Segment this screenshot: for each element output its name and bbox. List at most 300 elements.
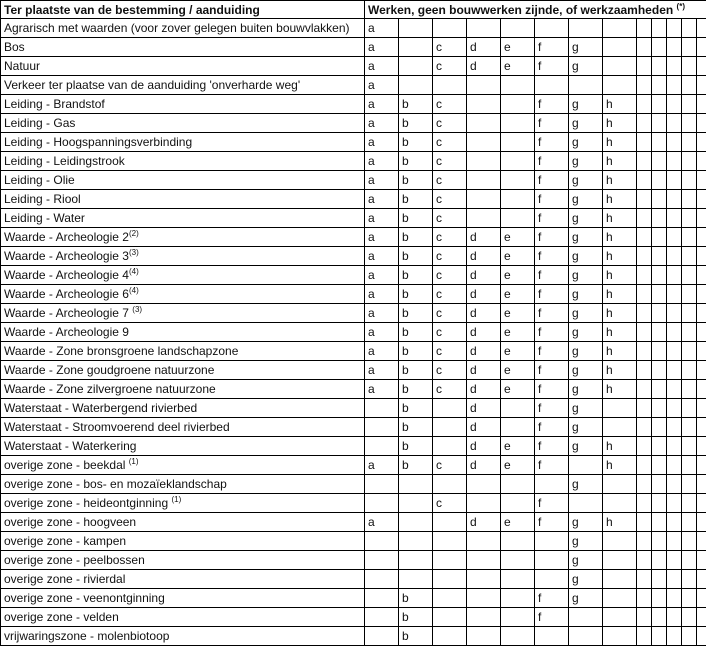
empty-cell xyxy=(637,190,652,209)
empty-cell xyxy=(637,228,652,247)
activity-cell xyxy=(399,570,433,589)
activity-cell: h xyxy=(603,342,637,361)
activity-cell: f xyxy=(535,114,569,133)
activity-cell: a xyxy=(365,304,399,323)
empty-cell xyxy=(652,19,667,38)
table-row xyxy=(1,342,706,361)
table-row xyxy=(1,570,706,589)
empty-cell xyxy=(637,437,652,456)
activity-cell xyxy=(501,114,535,133)
activity-cell: c xyxy=(433,133,467,152)
activity-cell: g xyxy=(569,190,603,209)
activity-cell xyxy=(535,19,569,38)
activity-cell xyxy=(535,627,569,646)
activity-cell xyxy=(433,627,467,646)
empty-cell xyxy=(697,266,706,285)
activity-cell: e xyxy=(501,323,535,342)
activity-cell: c xyxy=(433,152,467,171)
empty-cell xyxy=(637,285,652,304)
row-label: Leiding - Gas xyxy=(1,114,365,133)
row-label: overige zone - heideontginning $^{(1)}$ xyxy=(1,494,365,513)
empty-cell xyxy=(697,437,706,456)
activity-cell: a xyxy=(365,513,399,532)
footnote-marker: (4) xyxy=(128,267,139,276)
row-label: Bos xyxy=(1,38,365,57)
empty-cell xyxy=(637,57,652,76)
table-row xyxy=(1,513,706,532)
activity-cell: e xyxy=(501,342,535,361)
activity-cell: b xyxy=(399,418,433,437)
activity-cell xyxy=(467,551,501,570)
row-label: Leiding - Olie xyxy=(1,171,365,190)
activity-cell: c xyxy=(433,114,467,133)
activity-cell: g xyxy=(569,38,603,57)
activity-cell: d xyxy=(467,380,501,399)
activity-cell: g xyxy=(569,152,603,171)
activity-cell: d xyxy=(467,361,501,380)
row-label: Leiding - Water xyxy=(1,209,365,228)
empty-cell xyxy=(682,513,697,532)
activity-cell: h xyxy=(603,190,637,209)
activity-cell: h xyxy=(603,285,637,304)
row-label: Waarde - Archeologie 6$^{(4)}$ xyxy=(1,285,365,304)
empty-cell xyxy=(697,76,706,95)
empty-cell xyxy=(667,152,682,171)
activity-cell: c xyxy=(433,171,467,190)
empty-cell xyxy=(652,57,667,76)
row-label: Waarde - Archeologie 4$^{(4)}$ xyxy=(1,266,365,285)
empty-cell xyxy=(682,494,697,513)
empty-cell xyxy=(637,152,652,171)
activity-cell: c xyxy=(433,266,467,285)
activity-cell xyxy=(501,494,535,513)
empty-cell xyxy=(697,171,706,190)
activity-cell: h xyxy=(603,456,637,475)
activity-cell: g xyxy=(569,570,603,589)
empty-cell xyxy=(637,608,652,627)
table-row xyxy=(1,190,706,209)
empty-cell xyxy=(667,551,682,570)
activity-cell: f xyxy=(535,513,569,532)
table-row xyxy=(1,266,706,285)
row-label: overige zone - rivierdal xyxy=(1,570,365,589)
activity-cell: c xyxy=(433,456,467,475)
empty-cell xyxy=(697,513,706,532)
activity-cell xyxy=(501,570,535,589)
header-row xyxy=(1,1,706,19)
activity-cell xyxy=(365,418,399,437)
table-row xyxy=(1,209,706,228)
activity-cell: f xyxy=(535,342,569,361)
activity-cell xyxy=(467,608,501,627)
table-row xyxy=(1,285,706,304)
activity-cell xyxy=(467,171,501,190)
activity-cell: b xyxy=(399,589,433,608)
activity-cell xyxy=(433,589,467,608)
empty-cell xyxy=(682,209,697,228)
activity-cell xyxy=(467,494,501,513)
empty-cell xyxy=(652,190,667,209)
empty-cell xyxy=(697,114,706,133)
empty-cell xyxy=(682,475,697,494)
empty-cell xyxy=(637,361,652,380)
activity-cell: f xyxy=(535,418,569,437)
activity-cell: h xyxy=(603,513,637,532)
activity-cell: e xyxy=(501,380,535,399)
empty-cell xyxy=(682,247,697,266)
activity-cell xyxy=(365,399,399,418)
row-label: Verkeer ter plaatse van de aanduiding 'onverharde weg' xyxy=(1,76,365,95)
activity-cell xyxy=(569,76,603,95)
empty-cell xyxy=(697,247,706,266)
activity-cell: d xyxy=(467,266,501,285)
empty-cell xyxy=(637,380,652,399)
empty-cell xyxy=(637,513,652,532)
table-row xyxy=(1,304,706,323)
empty-cell xyxy=(697,285,706,304)
activity-cell: a xyxy=(365,57,399,76)
empty-cell xyxy=(637,494,652,513)
activity-cell: e xyxy=(501,456,535,475)
activity-cell: g xyxy=(569,437,603,456)
activity-cell: h xyxy=(603,171,637,190)
empty-cell xyxy=(637,399,652,418)
activity-cell xyxy=(501,475,535,494)
activity-cell: b xyxy=(399,266,433,285)
activity-cell: b xyxy=(399,608,433,627)
activity-cell: g xyxy=(569,323,603,342)
activity-cell xyxy=(399,19,433,38)
empty-cell xyxy=(682,285,697,304)
activity-cell: g xyxy=(569,551,603,570)
empty-cell xyxy=(637,209,652,228)
activity-cell: c xyxy=(433,38,467,57)
activity-cell xyxy=(467,19,501,38)
activity-cell xyxy=(433,437,467,456)
activity-cell: h xyxy=(603,228,637,247)
empty-cell xyxy=(697,152,706,171)
activity-cell: b xyxy=(399,399,433,418)
row-label: Leiding - Riool xyxy=(1,190,365,209)
footnote-marker: (1) xyxy=(171,495,182,504)
empty-cell xyxy=(637,418,652,437)
activity-cell xyxy=(365,627,399,646)
activity-cell: d xyxy=(467,437,501,456)
empty-cell xyxy=(652,475,667,494)
activity-cell xyxy=(467,76,501,95)
activity-cell xyxy=(501,152,535,171)
activity-cell xyxy=(399,532,433,551)
empty-cell xyxy=(652,456,667,475)
activity-cell xyxy=(603,57,637,76)
activity-cell: c xyxy=(433,323,467,342)
table-row xyxy=(1,380,706,399)
activity-cell: h xyxy=(603,266,637,285)
activity-cell: b xyxy=(399,190,433,209)
empty-cell xyxy=(682,589,697,608)
activity-cell xyxy=(501,190,535,209)
activity-cell xyxy=(399,57,433,76)
empty-cell xyxy=(637,133,652,152)
activity-cell: c xyxy=(433,57,467,76)
table-row xyxy=(1,361,706,380)
empty-cell xyxy=(667,494,682,513)
empty-cell xyxy=(667,133,682,152)
empty-cell xyxy=(682,570,697,589)
activity-cell: d xyxy=(467,228,501,247)
table-row xyxy=(1,133,706,152)
row-label: Natuur xyxy=(1,57,365,76)
activity-cell: g xyxy=(569,304,603,323)
row-label: Leiding - Leidingstrook xyxy=(1,152,365,171)
activity-cell: a xyxy=(365,247,399,266)
empty-cell xyxy=(667,190,682,209)
activity-cell xyxy=(433,76,467,95)
empty-cell xyxy=(652,38,667,57)
activity-cell: h xyxy=(603,437,637,456)
empty-cell xyxy=(697,57,706,76)
activity-cell xyxy=(603,494,637,513)
activity-cell: a xyxy=(365,456,399,475)
empty-cell xyxy=(667,342,682,361)
activity-cell: b xyxy=(399,133,433,152)
empty-cell xyxy=(652,570,667,589)
empty-cell xyxy=(667,323,682,342)
activity-cell: a xyxy=(365,361,399,380)
activity-cell: b xyxy=(399,95,433,114)
activity-cell: a xyxy=(365,152,399,171)
activity-cell: f xyxy=(535,399,569,418)
empty-cell xyxy=(652,608,667,627)
activity-cell: f xyxy=(535,361,569,380)
activity-cell: f xyxy=(535,190,569,209)
empty-cell xyxy=(652,133,667,152)
activity-cell xyxy=(467,114,501,133)
activity-cell xyxy=(603,551,637,570)
empty-cell xyxy=(667,380,682,399)
activity-cell: d xyxy=(467,285,501,304)
empty-cell xyxy=(637,551,652,570)
empty-cell xyxy=(697,608,706,627)
table-row xyxy=(1,475,706,494)
empty-cell xyxy=(682,418,697,437)
empty-cell xyxy=(637,589,652,608)
activity-cell xyxy=(501,95,535,114)
empty-cell xyxy=(637,266,652,285)
table-row xyxy=(1,323,706,342)
empty-cell xyxy=(667,570,682,589)
activity-cell: c xyxy=(433,304,467,323)
activity-cell xyxy=(603,76,637,95)
activity-cell: g xyxy=(569,418,603,437)
activity-cell xyxy=(535,551,569,570)
empty-cell xyxy=(667,475,682,494)
activity-cell xyxy=(501,76,535,95)
empty-cell xyxy=(667,114,682,133)
activity-cell xyxy=(603,19,637,38)
activity-cell xyxy=(365,589,399,608)
row-label: Leiding - Hoogspanningsverbinding xyxy=(1,133,365,152)
empty-cell xyxy=(697,19,706,38)
empty-cell xyxy=(667,418,682,437)
activity-cell: f xyxy=(535,608,569,627)
activity-cell: a xyxy=(365,133,399,152)
activity-cell: g xyxy=(569,95,603,114)
empty-cell xyxy=(697,361,706,380)
empty-cell xyxy=(652,209,667,228)
activity-cell: e xyxy=(501,247,535,266)
activity-cell: d xyxy=(467,342,501,361)
activity-cell: a xyxy=(365,209,399,228)
empty-cell xyxy=(652,152,667,171)
activity-cell: b xyxy=(399,456,433,475)
empty-cell xyxy=(637,76,652,95)
empty-cell xyxy=(652,494,667,513)
empty-cell xyxy=(682,95,697,114)
empty-cell xyxy=(682,114,697,133)
activity-cell: d xyxy=(467,456,501,475)
empty-cell xyxy=(652,532,667,551)
empty-cell xyxy=(667,513,682,532)
activity-cell: g xyxy=(569,171,603,190)
empty-cell xyxy=(652,589,667,608)
footnote-marker: (3) xyxy=(128,248,139,257)
empty-cell xyxy=(682,76,697,95)
row-label: Leiding - Brandstof xyxy=(1,95,365,114)
activity-cell xyxy=(603,399,637,418)
activity-cell: h xyxy=(603,361,637,380)
activity-cell xyxy=(501,589,535,608)
footnote-marker: (3) xyxy=(132,305,143,314)
activity-cell: f xyxy=(535,247,569,266)
activity-cell: f xyxy=(535,589,569,608)
activity-cell xyxy=(433,570,467,589)
activity-cell: g xyxy=(569,228,603,247)
activity-cell: f xyxy=(535,133,569,152)
empty-cell xyxy=(682,171,697,190)
row-label: Waarde - Zone bronsgroene landschapzone xyxy=(1,342,365,361)
row-label: vrijwaringszone - molenbiotoop xyxy=(1,627,365,646)
activity-cell: g xyxy=(569,589,603,608)
empty-cell xyxy=(682,323,697,342)
table-row xyxy=(1,152,706,171)
activity-cell: d xyxy=(467,418,501,437)
activity-cell xyxy=(535,570,569,589)
activity-cell xyxy=(501,399,535,418)
empty-cell xyxy=(682,342,697,361)
activity-cell xyxy=(433,551,467,570)
activity-cell: d xyxy=(467,57,501,76)
activity-cell: f xyxy=(535,38,569,57)
empty-cell xyxy=(682,38,697,57)
empty-cell xyxy=(697,627,706,646)
activity-cell xyxy=(501,133,535,152)
activity-cell xyxy=(501,171,535,190)
activity-cell: g xyxy=(569,342,603,361)
empty-cell xyxy=(637,532,652,551)
activity-cell xyxy=(365,608,399,627)
empty-cell xyxy=(652,247,667,266)
empty-cell xyxy=(652,513,667,532)
activity-cell: f xyxy=(535,323,569,342)
row-label: overige zone - kampen xyxy=(1,532,365,551)
activity-cell: f xyxy=(535,285,569,304)
activity-cell: h xyxy=(603,95,637,114)
activity-cell: e xyxy=(501,437,535,456)
activity-cell: b xyxy=(399,437,433,456)
activity-cell: f xyxy=(535,266,569,285)
empty-cell xyxy=(667,304,682,323)
row-label: Waterstaat - Stroomvoerend deel rivierbed xyxy=(1,418,365,437)
activity-cell xyxy=(467,152,501,171)
empty-cell xyxy=(652,418,667,437)
activity-cell: a xyxy=(365,114,399,133)
empty-cell xyxy=(667,57,682,76)
empty-cell xyxy=(697,380,706,399)
activity-cell xyxy=(603,475,637,494)
activity-cell: h xyxy=(603,247,637,266)
activity-cell: a xyxy=(365,323,399,342)
activity-cell xyxy=(399,494,433,513)
activity-cell: a xyxy=(365,380,399,399)
activity-cell xyxy=(501,608,535,627)
activity-cell: g xyxy=(569,285,603,304)
footnote-marker: (4) xyxy=(128,286,139,295)
table-row xyxy=(1,399,706,418)
empty-cell xyxy=(682,532,697,551)
activity-cell: f xyxy=(535,57,569,76)
activity-cell: c xyxy=(433,285,467,304)
row-label: overige zone - beekdal $^{(1)}$ xyxy=(1,456,365,475)
empty-cell xyxy=(667,608,682,627)
row-label: overige zone - veenontginning xyxy=(1,589,365,608)
row-label: overige zone - bos- en mozaïeklandschap xyxy=(1,475,365,494)
activity-cell xyxy=(603,532,637,551)
activity-cell xyxy=(467,589,501,608)
empty-cell xyxy=(682,304,697,323)
activity-cell: f xyxy=(535,171,569,190)
activity-cell xyxy=(467,190,501,209)
table-row xyxy=(1,608,706,627)
table-row xyxy=(1,247,706,266)
activity-cell xyxy=(569,19,603,38)
row-label: Waarde - Archeologie 9 xyxy=(1,323,365,342)
empty-cell xyxy=(652,380,667,399)
activity-cell: g xyxy=(569,266,603,285)
activity-cell xyxy=(501,627,535,646)
empty-cell xyxy=(667,399,682,418)
empty-cell xyxy=(667,627,682,646)
activity-cell: c xyxy=(433,209,467,228)
empty-cell xyxy=(697,190,706,209)
empty-cell xyxy=(682,437,697,456)
empty-cell xyxy=(697,570,706,589)
empty-cell xyxy=(697,133,706,152)
activity-cell: c xyxy=(433,361,467,380)
columns-header-note: (*) xyxy=(676,1,685,11)
empty-cell xyxy=(682,19,697,38)
table-row xyxy=(1,456,706,475)
empty-cell xyxy=(637,247,652,266)
activity-cell: b xyxy=(399,228,433,247)
activity-cell: e xyxy=(501,304,535,323)
row-label: overige zone - hoogveen xyxy=(1,513,365,532)
activity-cell: d xyxy=(467,323,501,342)
activity-cell: h xyxy=(603,114,637,133)
activity-cell xyxy=(433,399,467,418)
activity-cell xyxy=(501,532,535,551)
empty-cell xyxy=(682,456,697,475)
